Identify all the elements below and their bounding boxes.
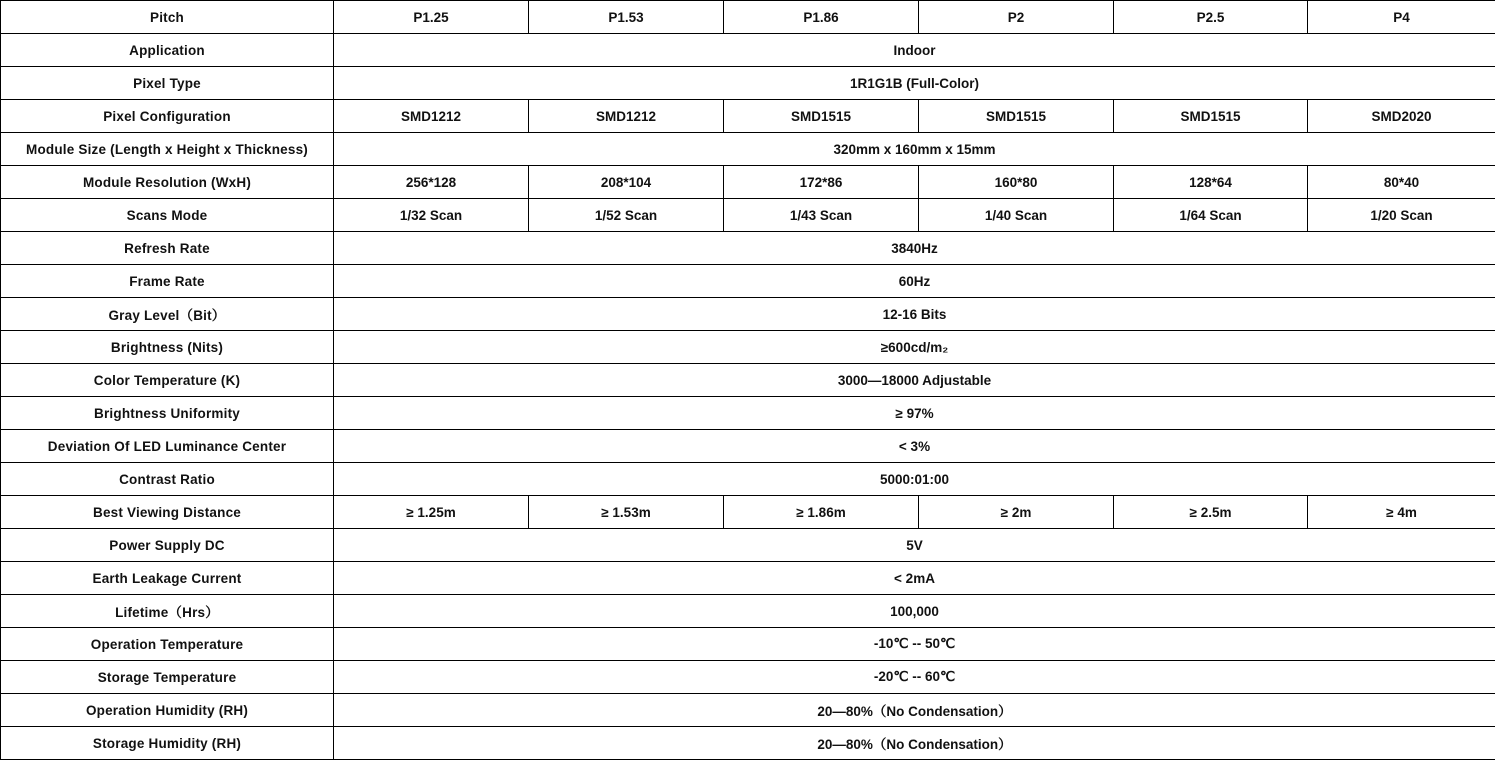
spec-table-body	[1, 1, 1495, 760]
row-label-cell: Storage Temperature	[1, 661, 334, 694]
row-label-cell: Operation Humidity (RH)	[1, 694, 334, 727]
row-label-cell: Module Resolution (WxH)	[1, 166, 334, 199]
table-row	[1, 397, 1495, 430]
header-label-cell: Pitch	[1, 1, 334, 34]
table-row	[1, 34, 1495, 67]
row-label-cell: Refresh Rate	[1, 232, 334, 265]
value-cell: 172*86	[724, 166, 919, 199]
value-cell: 208*104	[529, 166, 724, 199]
value-cell: ≥ 1.86m	[724, 496, 919, 529]
merged-value-cell: 3000—18000 Adjustable	[334, 364, 1495, 397]
value-cell: ≥ 1.25m	[334, 496, 529, 529]
header-pitch-cell: P2.5	[1114, 1, 1308, 34]
value-cell: 1/40 Scan	[919, 199, 1114, 232]
header-pitch-cell: P1.25	[334, 1, 529, 34]
row-label-cell: Brightness Uniformity	[1, 397, 334, 430]
value-cell: SMD1515	[724, 100, 919, 133]
table-row	[1, 67, 1495, 100]
value-cell: 256*128	[334, 166, 529, 199]
merged-value-cell: Indoor	[334, 34, 1495, 67]
row-label-cell: Module Size (Length x Height x Thickness)	[1, 133, 334, 166]
merged-value-cell: < 3%	[334, 430, 1495, 463]
merged-value-cell: 20—80%（No Condensation）	[334, 727, 1495, 760]
row-label-cell: Lifetime（Hrs）	[1, 595, 334, 628]
header-row	[1, 1, 1495, 34]
merged-value-cell: 100,000	[334, 595, 1495, 628]
row-label-cell: Scans Mode	[1, 199, 334, 232]
merged-value-cell: -20℃ -- 60℃	[334, 661, 1495, 694]
merged-value-cell: 20—80%（No Condensation）	[334, 694, 1495, 727]
merged-value-cell: 5000:01:00	[334, 463, 1495, 496]
value-cell: ≥ 2.5m	[1114, 496, 1308, 529]
merged-value-cell: < 2mA	[334, 562, 1495, 595]
table-row	[1, 199, 1495, 232]
merged-value-cell: 1R1G1B (Full-Color)	[334, 67, 1495, 100]
value-cell: SMD1515	[919, 100, 1114, 133]
value-cell: 1/43 Scan	[724, 199, 919, 232]
row-label-cell: Pixel Type	[1, 67, 334, 100]
value-cell: 128*64	[1114, 166, 1308, 199]
header-pitch-cell: P1.86	[724, 1, 919, 34]
table-row	[1, 694, 1495, 727]
value-cell: 1/64 Scan	[1114, 199, 1308, 232]
table-row	[1, 100, 1495, 133]
value-cell: SMD2020	[1308, 100, 1495, 133]
row-label-cell: Power Supply DC	[1, 529, 334, 562]
row-label-cell: Brightness (Nits)	[1, 331, 334, 364]
merged-value-cell: 60Hz	[334, 265, 1495, 298]
row-label-cell: Storage Humidity (RH)	[1, 727, 334, 760]
row-label-cell: Frame Rate	[1, 265, 334, 298]
row-label-cell: Application	[1, 34, 334, 67]
table-row	[1, 331, 1495, 364]
table-row	[1, 661, 1495, 694]
table-row	[1, 727, 1495, 760]
value-cell: SMD1212	[334, 100, 529, 133]
row-label-cell: Color Temperature (K)	[1, 364, 334, 397]
value-cell: 1/32 Scan	[334, 199, 529, 232]
table-row	[1, 133, 1495, 166]
row-label-cell: Best Viewing Distance	[1, 496, 334, 529]
value-cell: ≥ 2m	[919, 496, 1114, 529]
row-label-cell: Deviation Of LED Luminance Center	[1, 430, 334, 463]
merged-value-cell: ≥ 97%	[334, 397, 1495, 430]
merged-value-cell: ≥600cd/m₂	[334, 331, 1495, 364]
table-row	[1, 298, 1495, 331]
value-cell: SMD1212	[529, 100, 724, 133]
value-cell: SMD1515	[1114, 100, 1308, 133]
header-pitch-cell: P2	[919, 1, 1114, 34]
value-cell: 1/52 Scan	[529, 199, 724, 232]
header-pitch-cell: P1.53	[529, 1, 724, 34]
row-label-cell: Gray Level（Bit）	[1, 298, 334, 331]
table-row	[1, 595, 1495, 628]
value-cell: 160*80	[919, 166, 1114, 199]
table-row	[1, 529, 1495, 562]
value-cell: 1/20 Scan	[1308, 199, 1495, 232]
header-pitch-cell: P4	[1308, 1, 1495, 34]
merged-value-cell: 3840Hz	[334, 232, 1495, 265]
table-row	[1, 232, 1495, 265]
table-row	[1, 430, 1495, 463]
table-row	[1, 463, 1495, 496]
value-cell: ≥ 4m	[1308, 496, 1495, 529]
row-label-cell: Earth Leakage Current	[1, 562, 334, 595]
row-label-cell: Contrast Ratio	[1, 463, 334, 496]
merged-value-cell: -10℃ -- 50℃	[334, 628, 1495, 661]
merged-value-cell: 5V	[334, 529, 1495, 562]
table-row	[1, 496, 1495, 529]
table-row	[1, 166, 1495, 199]
row-label-cell: Operation Temperature	[1, 628, 334, 661]
merged-value-cell: 12-16 Bits	[334, 298, 1495, 331]
value-cell: 80*40	[1308, 166, 1495, 199]
merged-value-cell: 320mm x 160mm x 15mm	[334, 133, 1495, 166]
row-label-cell: Pixel Configuration	[1, 100, 334, 133]
table-row	[1, 562, 1495, 595]
table-row	[1, 628, 1495, 661]
table-row	[1, 364, 1495, 397]
table-row	[1, 265, 1495, 298]
value-cell: ≥ 1.53m	[529, 496, 724, 529]
